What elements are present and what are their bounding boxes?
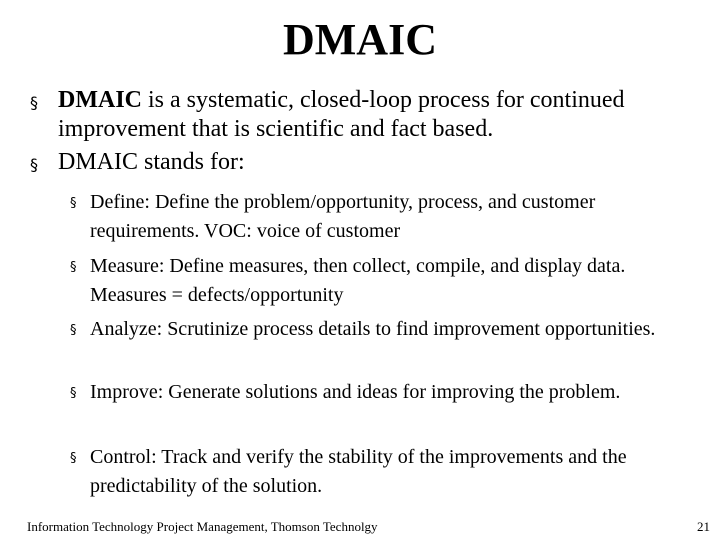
bullet-marker-icon: § xyxy=(30,155,38,174)
sub-bullet-marker-icon: § xyxy=(70,196,77,211)
bullet-text xyxy=(58,86,690,144)
bullet-dmaic-definition xyxy=(30,86,690,144)
bullet-marker-icon: § xyxy=(30,93,38,112)
sub-bullet-improve xyxy=(70,378,700,408)
sub-bullet-marker-icon: § xyxy=(70,260,77,275)
sub-bullet-text: Control: Track and verify the stability of the improvements and the predictability of the solution. xyxy=(90,446,627,497)
slide-title: DMAIC xyxy=(283,15,437,64)
sub-bullet-text: Analyze: Scrutinize process details to find improvement opportunities. xyxy=(90,318,656,340)
sub-bullet-analyze xyxy=(70,315,700,345)
sub-bullet-marker-icon: § xyxy=(70,323,77,338)
sub-bullet-text: Improve: Generate solutions and ideas for improving the problem. xyxy=(90,381,621,403)
sub-bullet-text: Measure: Define measures, then collect, compile, and display data. Measures = defects/opportunity xyxy=(90,255,626,306)
sub-bullet-marker-icon: § xyxy=(70,451,77,466)
sub-bullet-marker-icon: § xyxy=(70,386,77,401)
sub-bullet-text: Define: Define the problem/opportunity, process, and customer requirements. VOC: voice of customer xyxy=(90,191,596,242)
bullet-body: is a systematic, closed-loop process for continued improvement that is scientific and fact based. xyxy=(58,87,625,142)
bullet-text: DMAIC stands for: xyxy=(58,149,245,175)
sub-bullet-control xyxy=(70,443,700,501)
sub-bullet-measure xyxy=(70,252,700,310)
bullet-lead-term: DMAIC xyxy=(58,87,142,113)
sub-bullet-define xyxy=(70,188,700,246)
bullet-dmaic-stands-for xyxy=(30,148,690,179)
footer-source: Information Technology Project Management, Thomson Technolgy xyxy=(27,519,378,534)
page-number: 21 xyxy=(697,519,710,534)
